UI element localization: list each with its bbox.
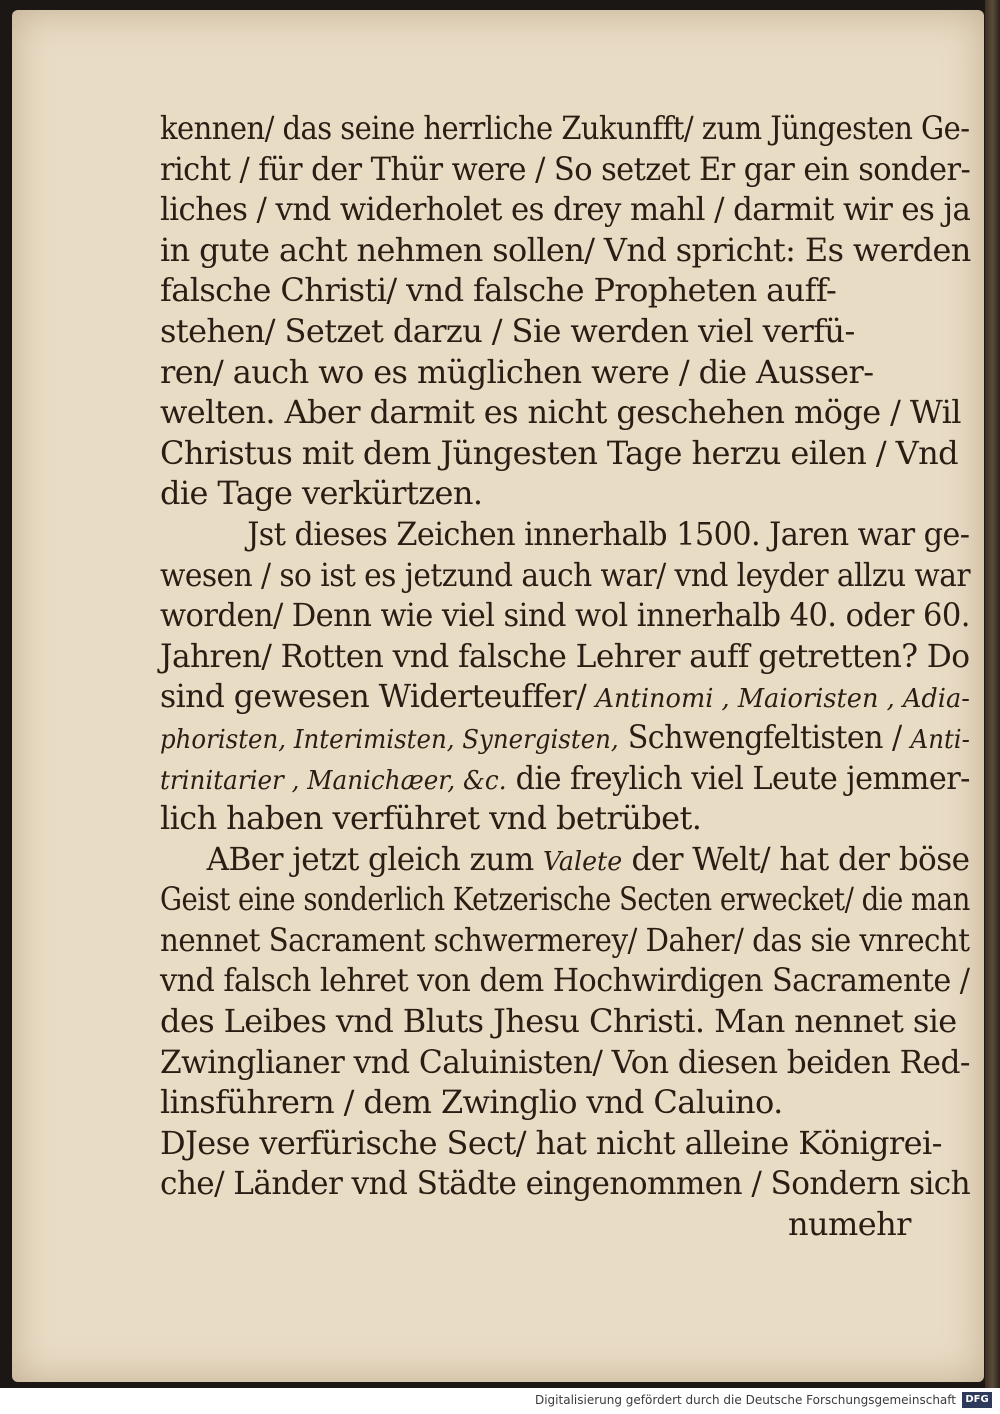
text-line	[160, 717, 970, 758]
funding-credit: Digitalisierung gefördert durch die Deutsche Forschungsgemeinschaft	[534, 1393, 956, 1407]
catchword: numehr	[788, 1205, 911, 1244]
latin-segment: Valete	[542, 846, 623, 877]
text-line: kennen/ das seine herrliche Zukunfft/ zum Jüngesten Ge-	[160, 109, 970, 147]
text-segment: die freylich viel Leute jemmer-	[515, 758, 970, 797]
latin-segment: Antinomi , Maioristen , Adia-	[595, 684, 970, 715]
text-line: Jahren/ Rotten vnd falsche Lehrer auff getretten? Do	[160, 636, 970, 675]
text-line: des Leibes vnd Bluts Jhesu Christi. Man nennet sie	[160, 1002, 957, 1041]
dfg-logo: DFG	[962, 1392, 992, 1408]
text-line: Geist eine sonderlich Ketzerische Secten erwecket/ die man	[160, 880, 970, 919]
text-line	[160, 676, 970, 717]
page-edge	[985, 0, 1000, 1390]
text-line: vnd falsch lehret von dem Hochwirdigen Sacramente /	[160, 961, 970, 1000]
text-segment: sind gewesen Widerteuffer/	[160, 677, 587, 716]
text-line: Zwinglianer vnd Caluinisten/ Von diesen beiden Red-	[160, 1042, 970, 1081]
text-line: che/ Länder vnd Städte eingenommen / Sondern sich	[160, 1164, 971, 1203]
text-line: die Tage verkürtzen.	[160, 474, 483, 513]
text-segment: ABer jetzt gleich zum	[206, 839, 534, 878]
latin-segment: Anti-	[910, 724, 970, 755]
text-line: nennet Sacrament schwermerey/ Daher/ das sie vnrecht	[160, 920, 970, 959]
text-line: DJese verfürische Sect/ hat nicht alleine Königrei-	[160, 1123, 942, 1162]
text-line	[160, 758, 970, 799]
text-line: Christus mit dem Jüngesten Tage herzu eilen / Vnd	[160, 433, 959, 472]
latin-segment: trinitarier , Manichæer, &c.	[160, 765, 507, 796]
text-line: wesen / so ist es jetzund auch war/ vnd leyder allzu war	[160, 555, 971, 594]
latin-segment: phoristen, Interimisten, Synergisten,	[160, 724, 619, 755]
text-line: falsche Christi/ vnd falsche Propheten auff-	[160, 271, 837, 310]
text-line	[160, 839, 970, 880]
text-line: liches / vnd widerholet es drey mahl / darmit wir es ja	[160, 190, 971, 229]
text-line: richt / für der Thür were / So setzet Er gar ein sonder-	[160, 149, 971, 188]
text-line: lich haben verführet vnd betrübet.	[160, 799, 702, 838]
text-segment: Schwengfeltisten /	[627, 717, 902, 756]
text-line: stehen/ Setzet darzu / Sie werden viel verfü-	[160, 311, 855, 350]
text-line: welten. Aber darmit es nicht geschehen möge / Wil	[160, 393, 961, 432]
text-line: linsführern / dem Zwinglio vnd Caluino.	[160, 1083, 783, 1122]
text-segment: der Welt/ hat der böse	[631, 839, 970, 878]
digitization-footer	[0, 1388, 1000, 1414]
text-line: worden/ Denn wie viel sind wol innerhalb 40. oder 60.	[160, 596, 970, 635]
text-line: in gute acht nehmen sollen/ Vnd spricht: Es werden	[160, 230, 971, 269]
page-text	[160, 108, 970, 1245]
text-line: ren/ auch wo es müglichen were / die Ausser-	[160, 352, 874, 391]
text-line: Jst dieses Zeichen innerhalb 1500. Jaren war ge-	[247, 514, 970, 553]
